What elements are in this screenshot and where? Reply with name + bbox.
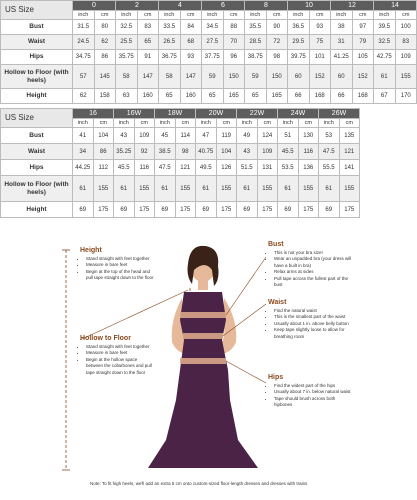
measurement-value: 155 [395, 65, 417, 89]
measurement-value: 165 [266, 89, 288, 104]
measurement-value: 168 [309, 89, 331, 104]
measurement-value: 38 [331, 20, 353, 35]
measurement-value: 38.5 [155, 144, 176, 160]
measurement-row [1, 65, 417, 89]
measurement-value: 47.5 [319, 144, 340, 160]
measurement-label: Height [1, 202, 73, 218]
bust-instruction: • Pull tape across the fullest part of the bust [274, 276, 354, 289]
measurement-value: 35.25 [114, 144, 135, 160]
measurement-value: 121 [339, 144, 360, 160]
measurement-value: 34.5 [202, 20, 224, 35]
unit-cell: inch [202, 11, 224, 20]
measurement-guide [0, 240, 417, 500]
measurement-value: 39.75 [288, 50, 310, 65]
unit-cell: inch [116, 11, 138, 20]
measurement-value: 51 [278, 128, 299, 144]
bust-instructions [268, 250, 354, 289]
measurement-value: 28.5 [245, 35, 267, 50]
measurement-value: 32.5 [374, 35, 396, 50]
measurement-value: 37.75 [202, 50, 224, 65]
waist-instructions [268, 308, 354, 341]
measurement-value: 98 [266, 50, 288, 65]
measurement-value: 93 [309, 20, 331, 35]
measurement-value: 61 [374, 65, 396, 89]
measurement-value: 147 [137, 65, 159, 89]
measurement-row [1, 176, 360, 202]
unit-cell: inch [278, 119, 299, 128]
unit-cell: cm [223, 11, 245, 20]
measurement-value: 150 [266, 65, 288, 89]
measurement-value: 63 [116, 89, 138, 104]
unit-cell: cm [298, 119, 319, 128]
measurement-value: 98 [175, 144, 196, 160]
measurement-value: 62 [94, 35, 116, 50]
measurement-value: 31 [331, 35, 353, 50]
measurement-value: 39.5 [374, 20, 396, 35]
measurement-value: 155 [298, 176, 319, 202]
measurement-value: 60 [331, 65, 353, 89]
measurement-value: 83 [395, 35, 417, 50]
unit-cell: inch [319, 119, 340, 128]
measurement-value: 145 [94, 65, 116, 89]
measurement-value: 155 [216, 176, 237, 202]
bust-guide [268, 242, 354, 289]
measurement-value: 34 [73, 144, 94, 160]
waist-guide [268, 300, 354, 340]
unit-cell: cm [216, 119, 237, 128]
measurement-row [1, 144, 360, 160]
measurement-label: Hollow to Floor (with heels) [1, 65, 73, 89]
size-chart-table-2 [0, 108, 360, 218]
unit-cell: cm [352, 11, 374, 20]
size-column-header: 22W [237, 109, 278, 119]
measurement-value: 155 [339, 176, 360, 202]
measurement-value: 96 [223, 50, 245, 65]
hips-guide [268, 375, 354, 409]
measurement-value: 124 [257, 128, 278, 144]
hips-instruction: • Usually about 7 in. below natural waist [274, 389, 354, 396]
unit-cell: inch [114, 119, 135, 128]
measurement-value: 38.75 [245, 50, 267, 65]
measurement-value: 114 [175, 128, 196, 144]
height-instruction: • Stand straight with feet together [86, 256, 155, 263]
measurement-value: 175 [339, 202, 360, 218]
measurement-label: Waist [1, 144, 73, 160]
measurement-value: 69 [278, 202, 299, 218]
size-header-label: US Size [1, 109, 73, 128]
unit-cell: inch [374, 11, 396, 20]
measurement-value: 90 [266, 20, 288, 35]
size-header-label: US Size [1, 1, 73, 20]
unit-cell: cm [339, 119, 360, 128]
unit-cell: cm [175, 119, 196, 128]
measurement-value: 47 [196, 128, 217, 144]
measurement-value: 175 [175, 202, 196, 218]
unit-cell: cm [266, 11, 288, 20]
measurement-value: 101 [309, 50, 331, 65]
hollow-instruction: • Stand straight with feet together [86, 344, 155, 351]
measurement-row [1, 35, 417, 50]
measurement-value: 131 [257, 160, 278, 176]
measurement-value: 160 [180, 89, 202, 104]
measurement-value: 160 [137, 89, 159, 104]
measurement-value: 69 [319, 202, 340, 218]
measurement-value: 175 [216, 202, 237, 218]
measurement-value: 62 [73, 89, 95, 104]
measurement-value: 51.5 [237, 160, 258, 176]
waist-instruction: • Usually about 1 in. above belly button [274, 321, 354, 328]
hollow-instructions [80, 344, 155, 377]
measurement-value: 24.5 [73, 35, 95, 50]
height-instructions [80, 256, 155, 282]
measurement-value: 36.5 [288, 20, 310, 35]
measurement-value: 84 [180, 20, 202, 35]
measurement-value: 69 [196, 202, 217, 218]
measurement-value: 69 [155, 202, 176, 218]
size-header-row [1, 1, 417, 11]
measurement-value: 61 [196, 176, 217, 202]
measurement-row [1, 50, 417, 65]
measurement-value: 42.75 [374, 50, 396, 65]
measurement-value: 109 [134, 128, 155, 144]
measurement-value: 32.5 [116, 20, 138, 35]
size-column-header: 20W [196, 109, 237, 119]
measurement-value: 112 [93, 160, 114, 176]
unit-cell: inch [73, 11, 95, 20]
measurement-value: 116 [134, 160, 155, 176]
measurement-value: 150 [223, 65, 245, 89]
measurement-value: 147 [180, 65, 202, 89]
measurement-value: 175 [134, 202, 155, 218]
measurement-label: Bust [1, 20, 73, 35]
model-illustration [0, 240, 417, 500]
size-column-header: 16W [114, 109, 155, 119]
measurement-row [1, 128, 360, 144]
measurement-value: 61 [319, 176, 340, 202]
measurement-value: 57 [73, 65, 95, 89]
unit-cell: cm [94, 11, 116, 20]
hollow-instruction: • Begin at the hollow space between the collarbones and pull tape straight down to the floor [86, 357, 155, 377]
measurement-value: 130 [298, 128, 319, 144]
measurement-label: Hips [1, 50, 73, 65]
unit-cell: inch [288, 11, 310, 20]
bust-title: Bust [268, 241, 284, 248]
measurement-value: 61 [237, 176, 258, 202]
measurement-row [1, 160, 360, 176]
waist-instruction: • Find the natural waist [274, 308, 354, 315]
unit-cell: cm [257, 119, 278, 128]
measurement-value: 119 [216, 128, 237, 144]
height-instruction: • Begin at the top of the head and pull tape straight down to the floor [86, 269, 155, 282]
hips-instructions [268, 383, 354, 409]
measurement-value: 60 [288, 65, 310, 89]
measurement-label: Waist [1, 35, 73, 50]
measurement-value: 109 [257, 144, 278, 160]
size-column-header: 12 [331, 1, 374, 11]
unit-cell: inch [73, 119, 94, 128]
measurement-value: 35.75 [116, 50, 138, 65]
unit-cell: inch [155, 119, 176, 128]
size-column-header: 0 [73, 1, 116, 11]
unit-cell: inch [196, 119, 217, 128]
hips-instruction: • Find the widest part of the hips [274, 383, 354, 390]
measurement-value: 25.5 [116, 35, 138, 50]
measurement-value: 58 [159, 65, 181, 89]
size-column-header: 14 [374, 1, 417, 11]
measurement-label: Bust [1, 128, 73, 144]
measurement-value: 100 [395, 20, 417, 35]
size-column-header: 8 [245, 1, 288, 11]
measurement-value: 47.5 [155, 160, 176, 176]
bust-instruction: • This is not your bra size! [274, 250, 354, 257]
unit-cell: cm [137, 11, 159, 20]
measurement-value: 34.75 [73, 50, 95, 65]
unit-cell: cm [309, 11, 331, 20]
measurement-value: 152 [309, 65, 331, 89]
size-column-header: 2 [116, 1, 159, 11]
measurement-value: 41 [73, 128, 94, 144]
bust-instruction: • Wear an unpadded bra (your dress will have a built in bra) [274, 256, 354, 269]
height-instruction: • Measure in bare feet [86, 262, 155, 269]
height-guide [80, 248, 155, 282]
measurement-value: 33.5 [159, 20, 181, 35]
measurement-value: 66 [288, 89, 310, 104]
measurement-value: 65 [159, 89, 181, 104]
size-column-header: 6 [202, 1, 245, 11]
measurement-value: 29.5 [288, 35, 310, 50]
measurement-value: 45.5 [114, 160, 135, 176]
measurement-value: 45.5 [278, 144, 299, 160]
measurement-value: 35.5 [245, 20, 267, 35]
measurement-value: 93 [180, 50, 202, 65]
measurement-value: 69 [73, 202, 94, 218]
size-column-header: 10 [288, 1, 331, 11]
measurement-value: 61 [73, 176, 94, 202]
measurement-value: 80 [94, 20, 116, 35]
measurement-value: 44.25 [73, 160, 94, 176]
measurement-value: 26.5 [159, 35, 181, 50]
measurement-value: 141 [339, 160, 360, 176]
size-chart-table-1 [0, 0, 417, 104]
size-header-row [1, 109, 360, 119]
size-column-header: 16 [73, 109, 114, 119]
measurement-value: 126 [216, 160, 237, 176]
size-column-header: 24W [278, 109, 319, 119]
unit-cell: inch [331, 11, 353, 20]
measurement-row [1, 202, 360, 218]
waist-instruction: • Keep tape slightly loose to allow for breathing room [274, 327, 354, 340]
height-title: Height [80, 247, 102, 254]
size-column-header: 4 [159, 1, 202, 11]
hollow-instruction: • Measure in bare feet [86, 350, 155, 357]
measurement-value: 53.5 [278, 160, 299, 176]
measurement-value: 67 [374, 89, 396, 104]
measurement-value: 165 [223, 89, 245, 104]
measurement-value: 86 [93, 144, 114, 160]
measurement-value: 69 [114, 202, 135, 218]
measurement-value: 88 [223, 20, 245, 35]
hollow-title: Hollow to Floor [80, 335, 131, 342]
measurement-value: 41.25 [331, 50, 353, 65]
measurement-value: 68 [180, 35, 202, 50]
measurement-value: 55.5 [319, 160, 340, 176]
size-column-header: 18W [155, 109, 196, 119]
measurement-value: 66 [331, 89, 353, 104]
measurement-label: Hips [1, 160, 73, 176]
measurement-value: 135 [339, 128, 360, 144]
unit-cell: inch [237, 119, 258, 128]
measurement-value: 83 [137, 20, 159, 35]
measurement-value: 43 [114, 128, 135, 144]
hips-instruction: • Tape should brush across both hipbones [274, 396, 354, 409]
measurement-label: Hollow to Floor (with heels) [1, 176, 73, 202]
measurement-value: 45 [155, 128, 176, 144]
measurement-value: 65 [202, 89, 224, 104]
measurement-value: 175 [298, 202, 319, 218]
bust-instruction: • Relax arms at sides [274, 269, 354, 276]
measurement-value: 61 [278, 176, 299, 202]
measurement-label: Height [1, 89, 73, 104]
measurement-value: 49 [237, 128, 258, 144]
measurement-value: 155 [257, 176, 278, 202]
measurement-value: 104 [216, 144, 237, 160]
measurement-value: 65 [245, 89, 267, 104]
unit-cell: inch [159, 11, 181, 20]
measurement-value: 175 [257, 202, 278, 218]
measurement-value: 58 [116, 65, 138, 89]
measurement-value: 27.5 [202, 35, 224, 50]
measurement-value: 59 [245, 65, 267, 89]
measurement-value: 31.5 [73, 20, 95, 35]
measurement-value: 49.5 [196, 160, 217, 176]
measurement-value: 168 [352, 89, 374, 104]
measurement-value: 155 [134, 176, 155, 202]
measurement-value: 72 [266, 35, 288, 50]
unit-cell: cm [395, 11, 417, 20]
measurement-value: 155 [175, 176, 196, 202]
measurement-value: 79 [352, 35, 374, 50]
unit-cell: cm [180, 11, 202, 20]
measurement-value: 105 [352, 50, 374, 65]
measurement-value: 136 [298, 160, 319, 176]
measurement-value: 170 [395, 89, 417, 104]
measurement-value: 70 [223, 35, 245, 50]
measurement-row [1, 89, 417, 104]
size-column-header: 26W [319, 109, 360, 119]
waist-title: Waist [268, 299, 287, 306]
hips-title: Hips [268, 374, 284, 381]
measurement-value: 121 [175, 160, 196, 176]
hollow-guide [80, 336, 155, 376]
measurement-value: 104 [93, 128, 114, 144]
measurement-value: 152 [352, 65, 374, 89]
measurement-value: 116 [298, 144, 319, 160]
heels-note: Note: To fit high heels, we'll add an extra 5 cm onto custom-sized floor-length dresses and dresses with trains [90, 481, 308, 486]
measurement-value: 65 [137, 35, 159, 50]
measurement-value: 69 [237, 202, 258, 218]
measurement-value: 91 [137, 50, 159, 65]
measurement-value: 86 [94, 50, 116, 65]
unit-cell: cm [134, 119, 155, 128]
measurement-value: 75 [309, 35, 331, 50]
waist-instruction: • This is the smallest part of the waist [274, 314, 354, 321]
measurement-value: 92 [134, 144, 155, 160]
measurement-value: 36.75 [159, 50, 181, 65]
measurement-value: 59 [202, 65, 224, 89]
measurement-value: 61 [114, 176, 135, 202]
measurement-value: 155 [93, 176, 114, 202]
measurement-value: 97 [352, 20, 374, 35]
measurement-value: 43 [237, 144, 258, 160]
measurement-value: 61 [155, 176, 176, 202]
unit-cell: inch [245, 11, 267, 20]
measurement-value: 53 [319, 128, 340, 144]
measurement-value: 109 [395, 50, 417, 65]
measurement-value: 158 [94, 89, 116, 104]
unit-cell: cm [93, 119, 114, 128]
measurement-row [1, 20, 417, 35]
measurement-value: 40.75 [196, 144, 217, 160]
measurement-value: 175 [93, 202, 114, 218]
